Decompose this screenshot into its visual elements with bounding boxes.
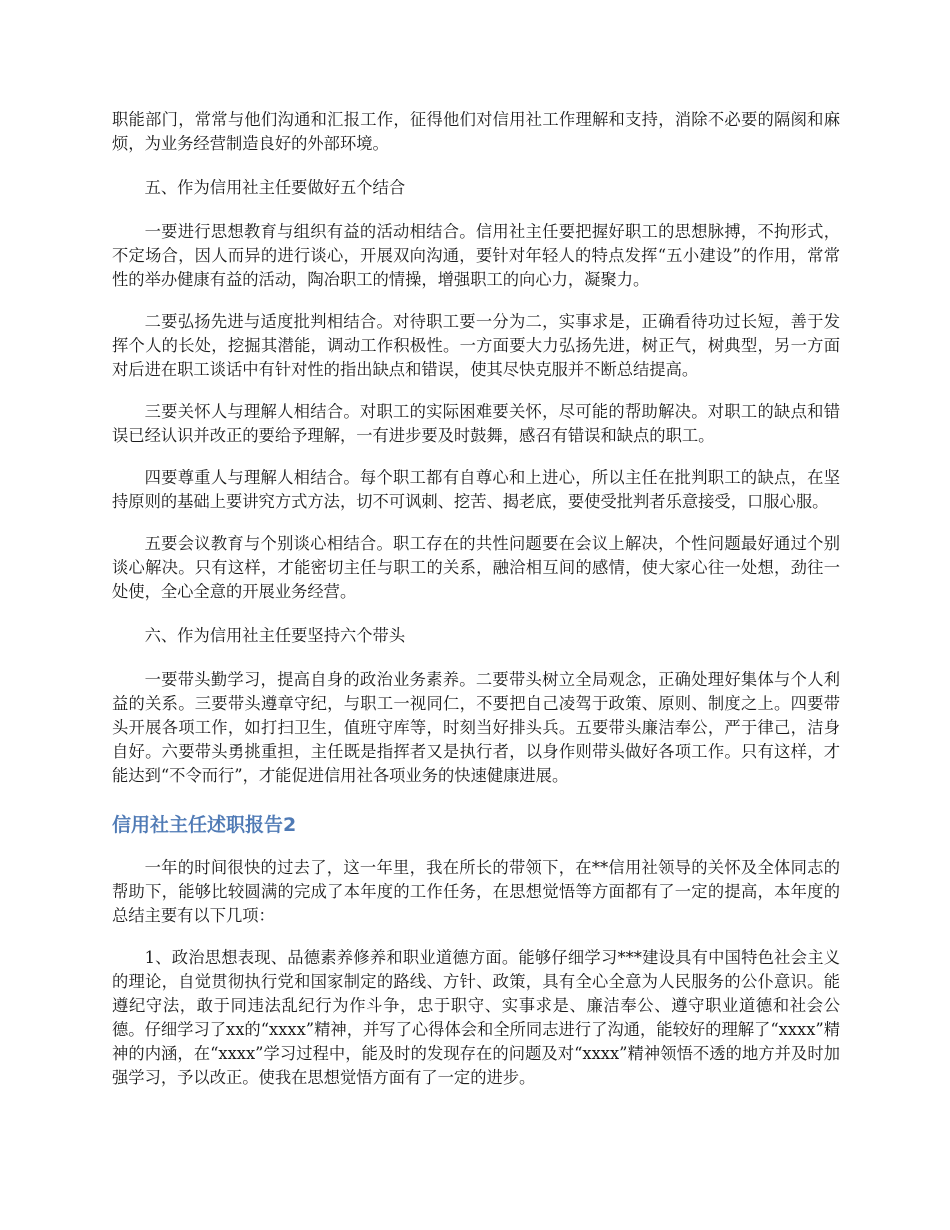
paragraph-six-leads: 一要带头勤学习，提高自身的政治业务素养。二要带头树立全局观念，正确处理好集体与个人利益的关系。三要带头遵章守纪，与职工一视同仁，不要把自己凌驾于政策、原则、制度之上。四要带头开展各项工作，如打扫卫生，值班守库等，时刻当好排头兵。五要带头廉洁奉公，严于律己，洁身自好。六要带头勇挑重担，主任既是指挥者又是执行者，以身作则带头做好各项工作。只有这样，才能达到“不令而行”，才能促进信用社各项业务的快速健康进展。 [112,670,840,785]
paragraph-report-intro: 一年的时间很快的过去了，这一年里，我在所长的带领下，在**信用社领导的关怀及全体同志的帮助下，能够比较圆满的完成了本年度的工作任务，在思想觉悟等方面都有了一定的提高，本年度的总结主要有以下几项： [112,858,840,925]
paragraph-combination-5: 五要会议教育与个别谈心相结合。职工存在的共性问题要在会议上解决，个性问题最好通过个别谈心解决。只有这样，才能密切主任与职工的关系，融洽相互间的感情，使大家心往一处想，劲往一处使，全心全意的开展业务经营。 [112,534,840,601]
section-six-title: 六、作为信用社主任要坚持六个带头 [144,626,406,645]
document-page [112,108,840,1090]
paragraph-combination-3: 三要关怀人与理解人相结合。对职工的实际困难要关怀，尽可能的帮助解决。对职工的缺点和错误已经认识并改正的要给予理解，一有进步要及时鼓舞，感召有错误和缺点的职工。 [112,402,840,445]
section-heading: 信用社主任述职报告2 [112,814,297,836]
paragraph-combination-1: 一要进行思想教育与组织有益的活动相结合。信用社主任要把握好职工的思想脉搏，不拘形式，不定场合，因人而异的进行谈心，开展双向沟通，要针对年轻人的特点发挥“五小建设”的作用，常常性的举办健康有益的活动，陶冶职工的情操，增强职工的向心力，凝聚力。 [112,222,840,289]
paragraph-continuation: 职能部门，常常与他们沟通和汇报工作，征得他们对信用社工作理解和支持，消除不必要的隔阂和麻烦，为业务经营制造良好的外部环境。 [112,110,840,153]
paragraph-combination-4: 四要尊重人与理解人相结合。每个职工都有自尊心和上进心，所以主任在批判职工的缺点，在坚持原则的基础上要讲究方式方法，切不可讽刺、挖苦、揭老底，要使受批判者乐意接受，口服心服。 [112,468,840,511]
paragraph-combination-2: 二要弘扬先进与适度批判相结合。对待职工要一分为二，实事求是，正确看待功过长短，善于发挥个人的长处，挖掘其潜能，调动工作积极性。一方面要大力弘扬先进，树正气，树典型，另一方面对后进在职工谈话中有针对性的指出缺点和错误，使其尽快克服并不断总结提高。 [112,312,840,379]
paragraph-report-item-1: 1、政治思想表现、品德素养修养和职业道德方面。能够仔细学习***建设具有中国特色社会主义的理论，自觉贯彻执行党和国家制定的路线、方针、政策，具有全心全意为人民服务的公仆意识。能遵纪守法，敢于同违法乱纪行为作斗争，忠于职守、实事求是、廉洁奉公、遵守职业道德和社会公德。仔细学习了xx的“xxxx”精神，并写了心得体会和全所同志进行了沟通，能较好的理解了“xxxx”精神的内涵，在“xxxx”学习过程中，能及时的发现存在的问题及对“xxxx”精神领悟不透的地方并及时加强学习，予以改正。使我在思想觉悟方面有了一定的进步。 [112,948,840,1087]
section-five-title: 五、作为信用社主任要做好五个结合 [144,178,406,197]
